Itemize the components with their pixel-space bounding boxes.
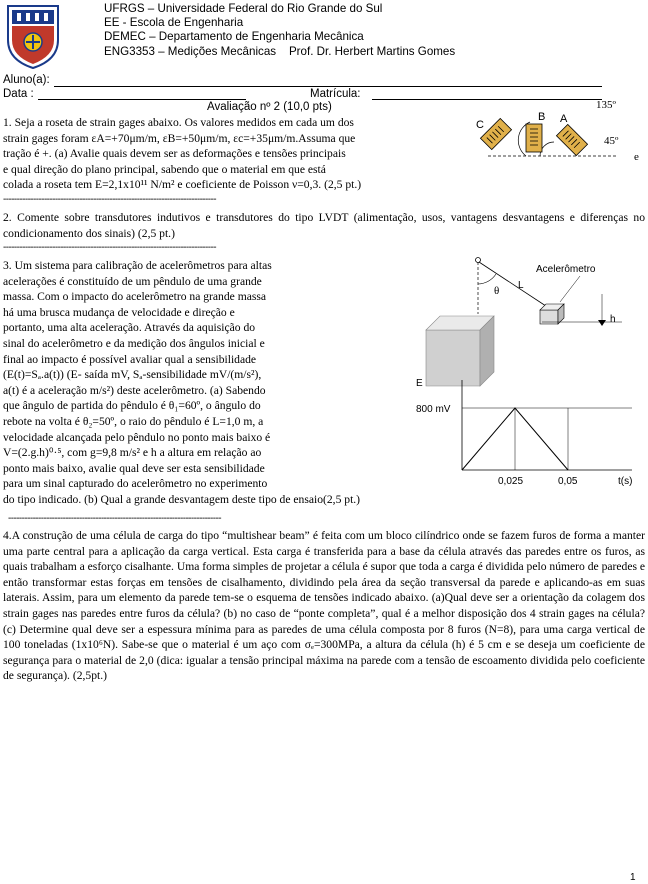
gage-c-icon <box>480 118 511 149</box>
label-a: A <box>560 113 568 125</box>
q3-line-5: portanto, uma alta aceleração. Através da aquisição do <box>3 321 256 335</box>
separator-3: ------------------------------------------------------------------------------ <box>8 513 221 524</box>
q1-line-1: 1. Seja a roseta de strain gages abaixo. Os valores medidos em cada um dos <box>3 116 354 129</box>
label-e: e <box>634 151 639 163</box>
theta-label: θ <box>494 285 500 297</box>
date-field[interactable] <box>38 99 246 100</box>
separator-2: ------------------------------------------------------------------------------ <box>3 242 216 253</box>
q1-line-4: e qual direção do plano principal, sabendo que o material em que está <box>3 162 326 176</box>
accelerometer-icon <box>540 304 564 324</box>
q3-line-2: acelerações é constituído de um pêndulo de uma grande <box>3 274 262 288</box>
tick-0-025: 0,025 <box>498 476 524 487</box>
q3-line-15: para um sinal capturado do acelerômetro no experimento <box>3 477 268 491</box>
angle-135: 135º <box>596 99 616 111</box>
q3-line-1: 3. Um sistema para calibração de acelerômetros para altas <box>3 259 272 272</box>
length-label: L <box>518 280 524 291</box>
student-name-field[interactable] <box>54 86 602 87</box>
header-line-2: EE - Escola de Engenharia <box>104 16 244 30</box>
height-label: h <box>610 314 616 325</box>
q3-line-8: (E(t)=Sₐ.a(t)) (E- saída mV, Sₐ-sensibilidade mV/(m/s²), <box>3 368 262 382</box>
label-c: C <box>476 119 484 131</box>
x-axis-label: t(s) <box>618 476 633 487</box>
q3-line-7: final ao impacto é possível avaliar qual a sensibilidade <box>3 352 257 366</box>
separator-1: ------------------------------------------------------------------------------ <box>3 194 216 205</box>
q3-line-14: ponto mais baixo, avalie qual deve ser esta sensibilidade <box>3 461 265 475</box>
strain-rosette-figure <box>468 96 648 196</box>
q1-line-3: tração é +. (a) Avalie quais devem ser as deformações e tensões principais <box>3 147 346 161</box>
q3-line-11: rebote na volta é θ₂=50º, o raio do pêndulo é L=1,0 m, a <box>3 414 264 428</box>
header-line-4: ENG3353 – Medições Mecânicas Prof. Dr. Herbert Martins Gomes <box>104 44 456 58</box>
q3-line-6: sinal do acelerômetro e da medição dos ângulos inicial e <box>3 336 265 350</box>
matricula-label: Matrícula: <box>310 88 361 100</box>
ufrgs-logo <box>4 2 62 70</box>
peak-label: 800 mV <box>416 404 451 415</box>
q3-line-3: massa. Com o impacto do acelerômetro na grande massa <box>3 290 267 304</box>
q1-line-2: strain gages foram εA=+70μm/m, εB=+50μm/m, εc=+35μm/m.Assuma que <box>3 131 356 145</box>
q3-line-4: há uma brusca mudança de velocidade e direção e <box>3 305 235 319</box>
gage-b-icon <box>526 124 542 152</box>
signal-chart <box>412 372 644 490</box>
gage-a-icon <box>556 124 587 155</box>
exam-title: Avaliação nº 2 (10,0 pts) <box>207 101 332 113</box>
q1-line-5: colada a roseta tem E=2,1x10¹¹ N/m² e coeficiente de Poisson ν=0,3. (2,5 pt.) <box>3 178 362 192</box>
header-line-1: UFRGS – Universidade Federal do Rio Grande do Sul <box>104 2 383 15</box>
accelerometer-label: Acelerômetro <box>536 264 596 275</box>
label-b: B <box>538 111 546 123</box>
question-3 <box>3 258 473 508</box>
student-name-label: Aluno(a): <box>3 74 50 86</box>
q3-line-13: V=(2.g.h)⁰·⁵, com g=9,8 m/s² e h a altura em relação ao <box>3 446 262 460</box>
header-line-3: DEMEC – Departamento de Engenharia Mecânica <box>104 30 364 44</box>
date-label: Data : <box>3 88 34 100</box>
q3-line-12: velocidade alcançada pelo pêndulo no ponto mais baixo é <box>3 430 271 444</box>
q3-line-10: que ângulo de partida do pêndulo é θ₁=60º, o ângulo do <box>3 399 261 413</box>
question-2: 2. Comente sobre transdutores indutivos e transdutores do tipo LVDT (alimentação, usos, vantagens desvantagens e diferenças no condicionamento dos sinais) (2,5 pt.) <box>3 211 645 240</box>
q3-line-16: do tipo indicado. (b) Qual a grande desvantagem deste tipo de ensaio(2,5 pt.) <box>3 492 361 506</box>
page-number: 1 <box>630 872 636 883</box>
question-4: 4.A construção de uma célula de carga do tipo “multishear beam” é feita com um bloco cilíndrico onde se fazem furos de forma a manter uma parte central para a aplicação da carga vertical. Esta carga é transferida para a base da célula através das paredes entre os furos, as quais trabalham a esforço cisalhante. Uma forma simples de projetar a célula é supor que toda a carga é dividida pelo número de paredes e então transformar estas forças em tensões de cisalhamento, dividindo pela área da seção transversal da parede e aplicando-as em suas laterais. Assim, para um elemento da parede tem-se o esquema de tensões indicado abaixo. (a)Qual deve ser a orientação da colagem dos strain gages nas paredes entre furos da célula? (b) no caso de “ponte completa”, qual é a melhor disposição dos 4 strain gages na célula? (c) Determine qual deve ser a espessura mínima para as paredes de uma célula composta por 8 furos (N=8), para uma carga vertical de 100 toneladas (1x10⁶N). Sabe-se que o material é um aço com σₑ=300MPa, a altura da célula (h) é 5 cm e se deseja um coeficiente de segurança para o material de 2,0 (dica: igualar a tensão principal máxima na parede com a tensão de escoamento dividida pelo coeficiente de segurança). (2,5pt.) <box>3 529 646 683</box>
tick-0-05: 0,05 <box>558 476 578 487</box>
question-1 <box>3 115 473 193</box>
institution-header <box>104 2 455 59</box>
angle-45: 45º <box>604 135 619 147</box>
q3-line-9: a(t) é a aceleração m/s²) deste acelerômetro. (a) Sabendo <box>3 383 266 397</box>
y-axis-label: E <box>416 378 423 389</box>
